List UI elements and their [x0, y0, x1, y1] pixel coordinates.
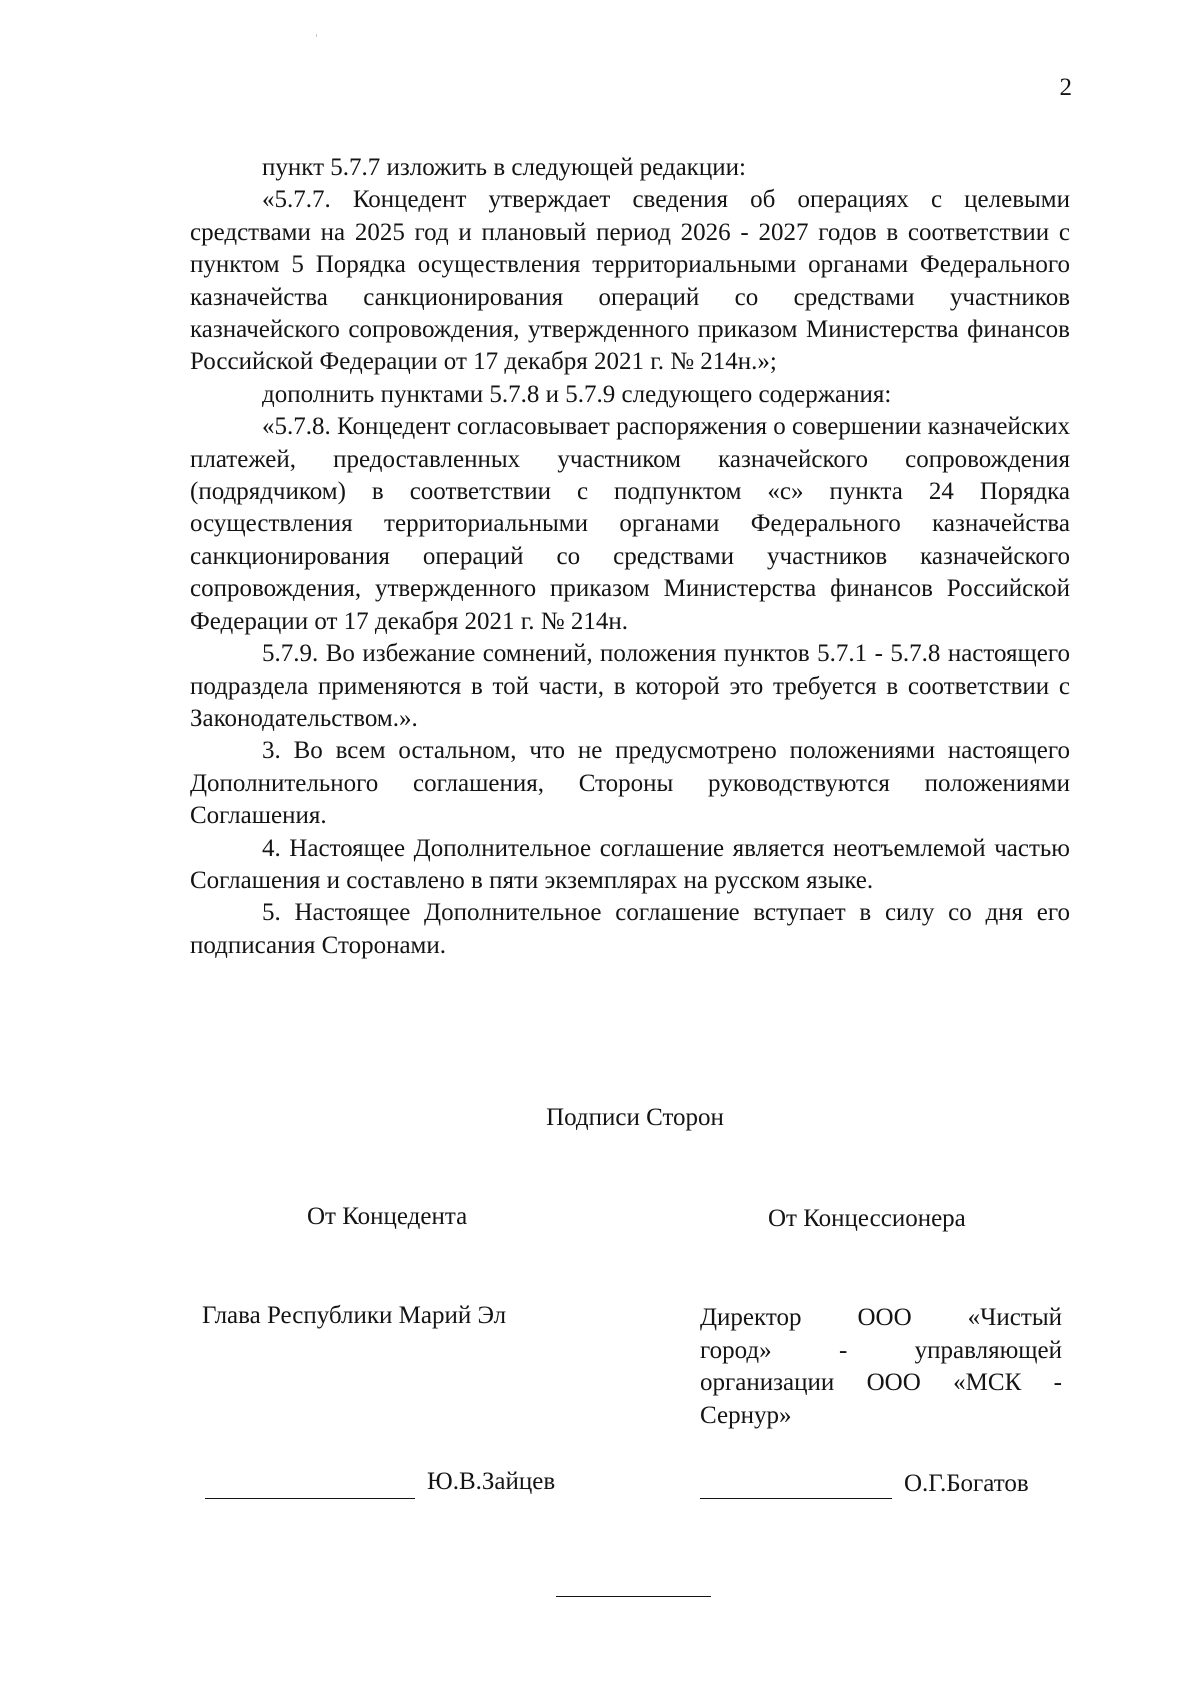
- concessionaire-position-line: Сернур»: [700, 1401, 792, 1429]
- concessionaire-position: [700, 1302, 1062, 1432]
- concessionaire-heading: От Концессионера: [768, 1205, 966, 1232]
- concessionaire-signature-line: [700, 1498, 892, 1499]
- concessionaire-position-line: Директор ООО «Чистый: [700, 1304, 1062, 1331]
- paragraph-item-4: 4. Настоящее Дополнительное соглашение является неотъемлемой частью Соглашения и составлено в пяти экземплярах на русском языке.: [190, 834, 1070, 894]
- grantor-signatory-name: Ю.В.Зайцев: [427, 1468, 556, 1495]
- paragraph-intro-5-7-7: пункт 5.7.7 изложить в следующей редакции:: [262, 154, 746, 181]
- grantor-heading: От Концедента: [307, 1203, 468, 1230]
- paragraph-clause-5-7-7: «5.7.7. Концедент утверждает сведения об операциях с целевыми средствами на 2025 год и плановый период 2026 - 2027 годов в соответствии с пунктом 5 Порядка осуществления территориальными органами Федерального казначейства санкционирования операций со средствами участников казначейского сопровождения, утвержденного приказом Министерства финансов Российской Федерации от 17 декабря 2021 г. № 214н.»;: [190, 186, 1070, 376]
- concessionaire-signatory-name: О.Г.Богатов: [904, 1470, 1029, 1497]
- paragraph-clause-5-7-9: 5.7.9. Во избежание сомнений, положения пунктов 5.7.1 - 5.7.8 настоящего подраздела применяются в той части, в которой это требуется в соответствии с Законодательством.».: [190, 640, 1070, 732]
- grantor-signature-line: [205, 1498, 415, 1499]
- concessionaire-position-line: город» - управляющей: [700, 1336, 1062, 1364]
- paragraph-item-3: 3. Во всем остальном, что не предусмотрено положениями настоящего Дополнительного соглашения, Стороны руководствуются положениями Соглашения.: [190, 737, 1070, 830]
- page-number: 2: [1059, 74, 1072, 101]
- scan-artifact: [316, 34, 317, 37]
- document-body: [190, 152, 1070, 962]
- end-of-document-rule: [556, 1596, 711, 1597]
- signatures-heading: Подписи Сторон: [546, 1104, 724, 1131]
- paragraph-clause-5-7-8: «5.7.8. Концедент согласовывает распоряжения о совершении казначейских платежей, предоставленных участником казначейского сопровождения (подрядчиком) в соответствии с подпунктом «с» пункта 24 Порядка осуществления территориальными органами Федерального казначейства санкционирования операций со средствами участников казначейского сопровождения, утвержденного приказом Министерства финансов Российской Федерации от 17 декабря 2021 г. № 214н.: [190, 413, 1070, 635]
- concessionaire-position-line: организации ООО «МСК -: [700, 1369, 1062, 1396]
- paragraph-item-5: 5. Настоящее Дополнительное соглашение вступает в силу со дня его подписания Сторонами.: [190, 899, 1070, 959]
- grantor-position: Глава Республики Марий Эл: [202, 1302, 507, 1329]
- paragraph-intro-5-7-8: дополнить пунктами 5.7.8 и 5.7.9 следующего содержания:: [262, 380, 892, 408]
